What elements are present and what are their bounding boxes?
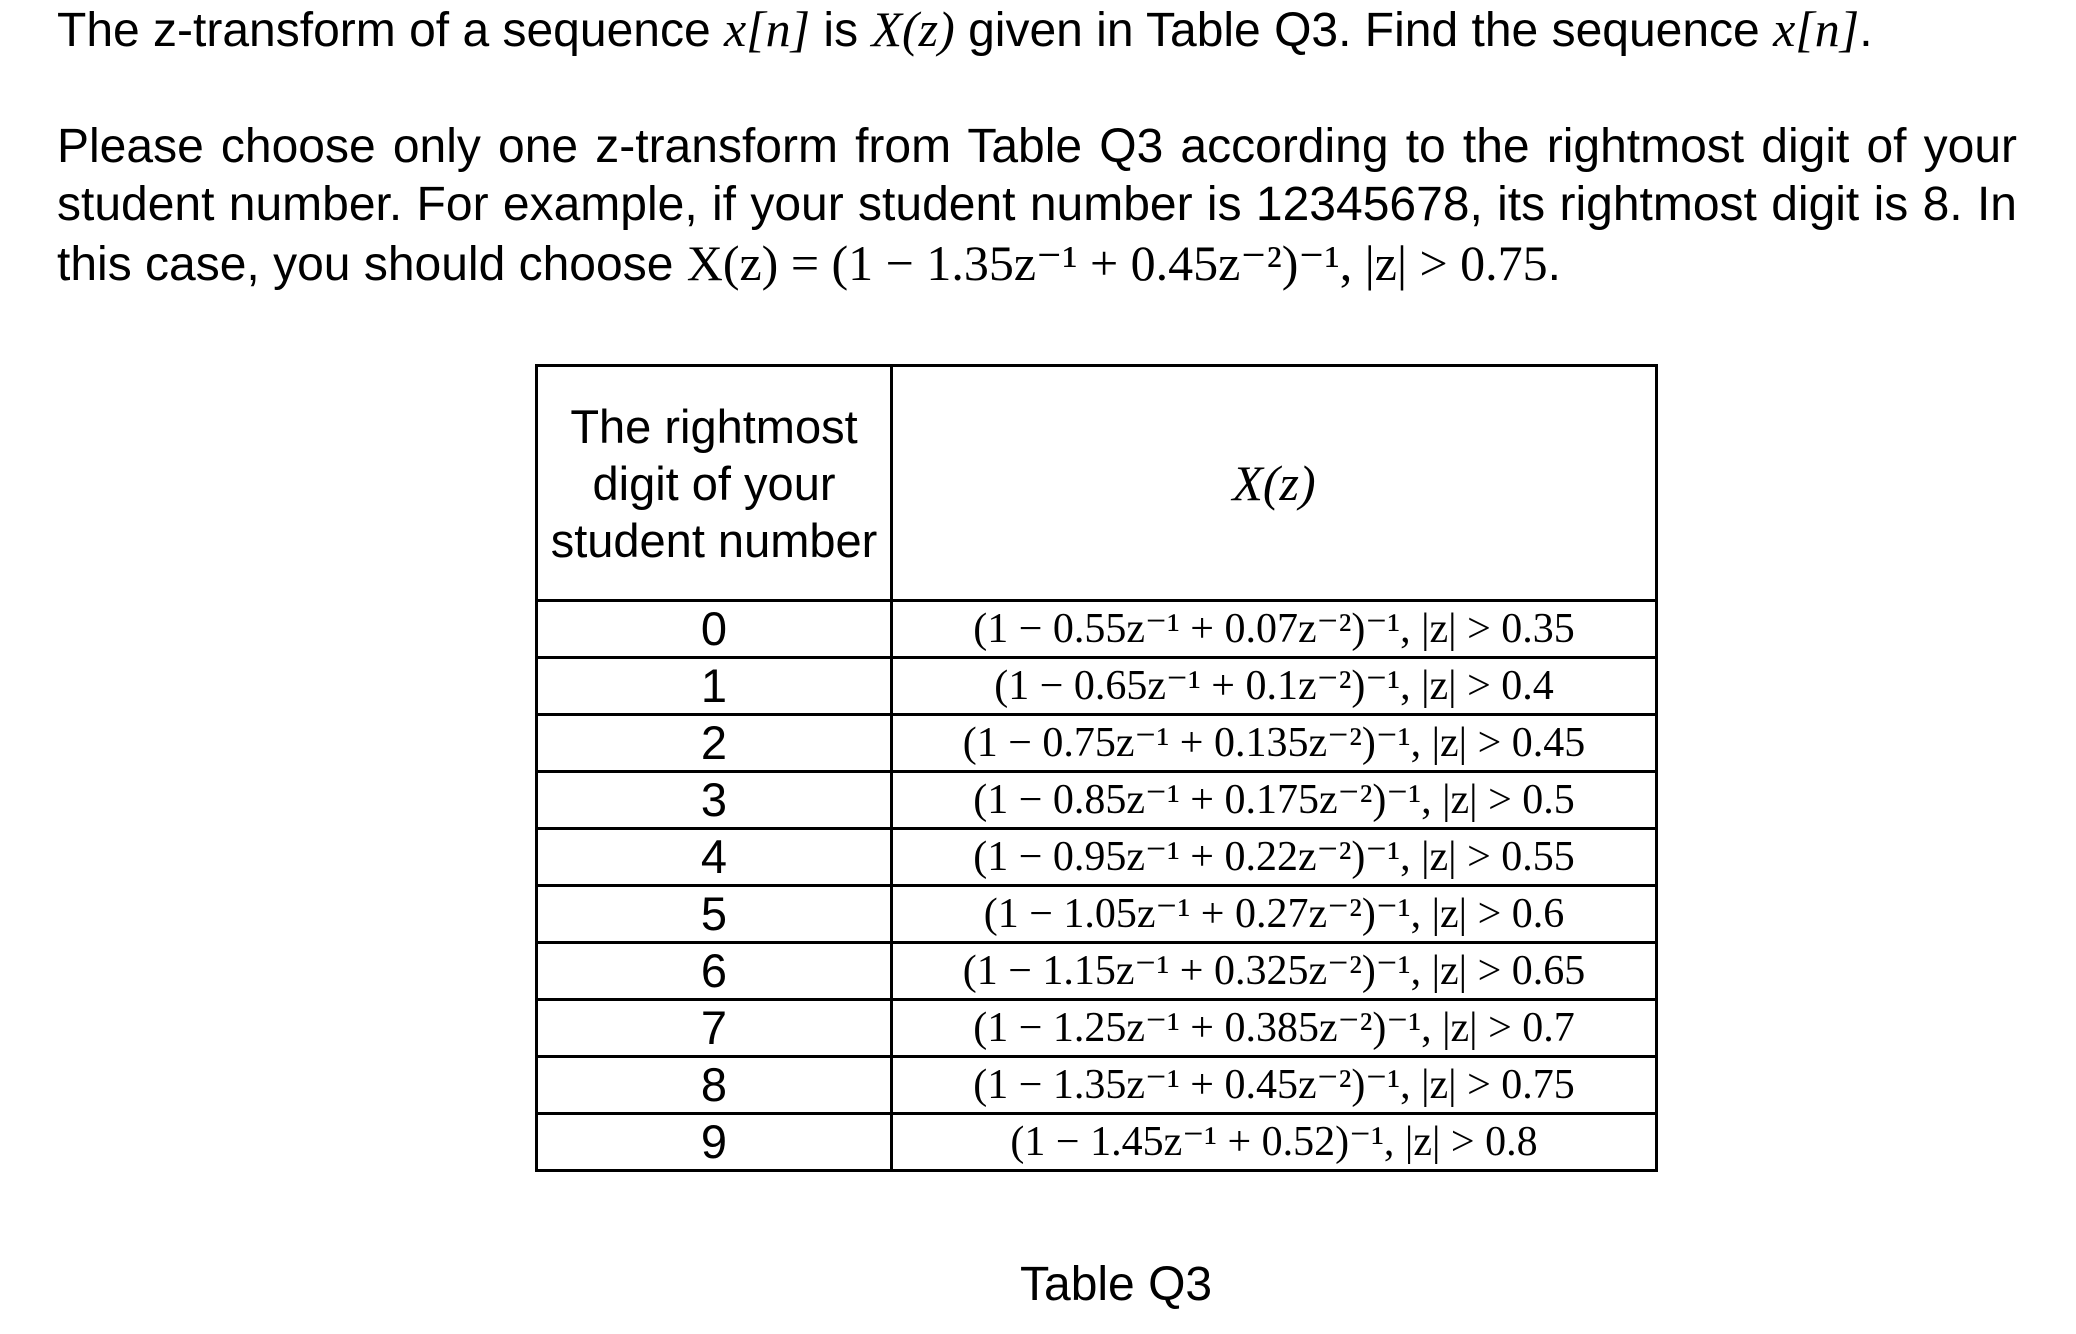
transform-cell: (1 − 1.45z⁻¹ + 0.52)⁻¹, |z| > 0.8 <box>892 1114 1657 1171</box>
table-row <box>537 1114 1657 1171</box>
table-row <box>537 658 1657 715</box>
question-text <box>57 0 2017 60</box>
digit-cell: 9 <box>537 1114 892 1171</box>
sequence-symbol-2: x[n] <box>1773 1 1860 57</box>
table-caption: Table Q3 <box>1020 1258 1213 1311</box>
transform-cell: (1 − 1.05z⁻¹ + 0.27z⁻²)⁻¹, |z| > 0.6 <box>892 886 1657 943</box>
instruction-suffix: . <box>1547 238 1561 291</box>
table-row <box>537 601 1657 658</box>
digit-cell: 3 <box>537 772 892 829</box>
question-suffix: . <box>1859 4 1873 57</box>
table-row <box>537 1057 1657 1114</box>
header-transform: X(z) <box>892 366 1657 601</box>
digit-cell: 6 <box>537 943 892 1000</box>
transform-cell: (1 − 1.15z⁻¹ + 0.325z⁻²)⁻¹, |z| > 0.65 <box>892 943 1657 1000</box>
digit-cell: 7 <box>537 1000 892 1057</box>
digit-cell: 1 <box>537 658 892 715</box>
question-mid-1: is <box>810 4 872 57</box>
table-row <box>537 715 1657 772</box>
transform-cell: (1 − 0.65z⁻¹ + 0.1z⁻²)⁻¹, |z| > 0.4 <box>892 658 1657 715</box>
table-row <box>537 772 1657 829</box>
table-row <box>537 886 1657 943</box>
digit-cell: 4 <box>537 829 892 886</box>
transform-cell: (1 − 0.85z⁻¹ + 0.175z⁻²)⁻¹, |z| > 0.5 <box>892 772 1657 829</box>
sequence-symbol: x[n] <box>723 1 811 57</box>
z-transform-table <box>535 364 1658 1172</box>
digit-cell: 8 <box>537 1057 892 1114</box>
transform-cell: (1 − 0.55z⁻¹ + 0.07z⁻²)⁻¹, |z| > 0.35 <box>892 601 1657 658</box>
instruction-text <box>57 118 2017 294</box>
header-digit: The rightmost digit of your student number <box>537 366 892 601</box>
digit-cell: 0 <box>537 601 892 658</box>
transform-symbol: X(z) <box>871 1 955 57</box>
table-row <box>537 829 1657 886</box>
instruction-body: Please choose only one z-transform from Table Q3 according to the rightmost digit of your student number. For example, if your student number is 12345678, its rightmost digit is 8. In this case, you should choose <box>57 120 2017 291</box>
table-row <box>537 943 1657 1000</box>
question-mid-2: given in Table Q3. Find the sequence <box>954 4 1774 57</box>
transform-cell: (1 − 0.75z⁻¹ + 0.135z⁻²)⁻¹, |z| > 0.45 <box>892 715 1657 772</box>
example-transform: X(z) = (1 − 1.35z⁻¹ + 0.45z⁻²)⁻¹, |z| > 0.75 <box>686 235 1548 291</box>
table-header-row <box>537 366 1657 601</box>
table-row <box>537 1000 1657 1057</box>
transform-cell: (1 − 1.25z⁻¹ + 0.385z⁻²)⁻¹, |z| > 0.7 <box>892 1000 1657 1057</box>
question-prefix: The z-transform of a sequence <box>57 4 724 57</box>
digit-cell: 2 <box>537 715 892 772</box>
transform-cell: (1 − 0.95z⁻¹ + 0.22z⁻²)⁻¹, |z| > 0.55 <box>892 829 1657 886</box>
transform-cell: (1 − 1.35z⁻¹ + 0.45z⁻²)⁻¹, |z| > 0.75 <box>892 1057 1657 1114</box>
digit-cell: 5 <box>537 886 892 943</box>
